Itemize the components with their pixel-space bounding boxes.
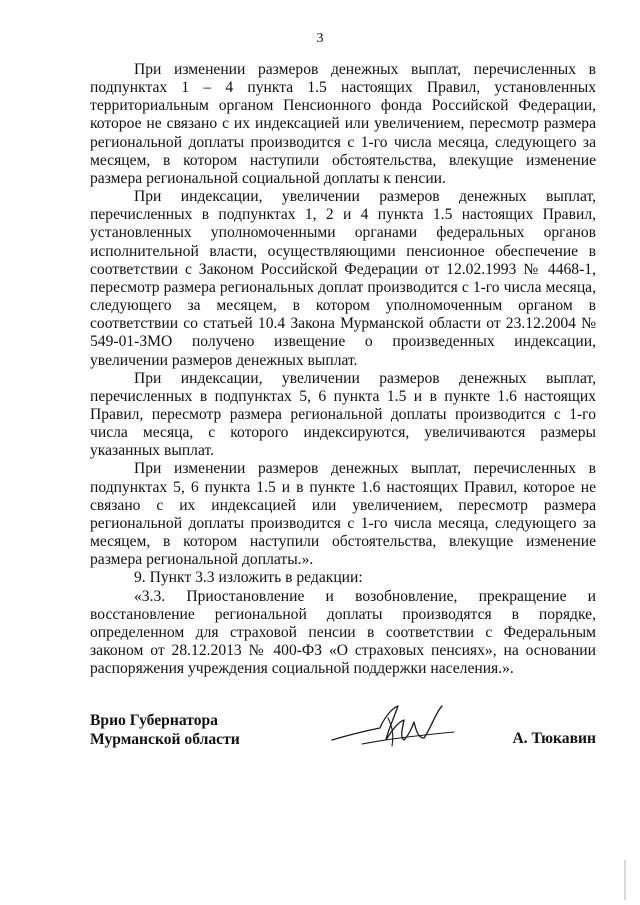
signatory-title [90,712,240,749]
page-number: 3 [316,31,324,46]
signature-block [90,712,596,772]
signatory-title-line-1: Врио Губернатора [90,712,218,729]
handwritten-signature [322,700,462,760]
scan-edge-mark [624,860,626,900]
paragraph-3: При индексации, увеличении размеров денежных выплат, перечисленных в подпунктах 5, 6 пункта 1.5 и в пункте 1.6 настоящих Правил, пересмотр размера региональной доплаты производится с 1-го числа месяца, с которого индексируются, увеличиваются размеры указанных выплат. [90,369,596,460]
paragraph-2: При индексации, увеличении размеров денежных выплат, перечисленных в подпунктах 1, 2 и 4 пункта 1.5 настоящих Правил, установленных уполномоченными органами федеральных органов исполнительной власти, осуществляющими пенсионное обеспечение в соответствии с Законом Российской Федерации от 12.02.1993 № 4468-1, пересмотр размера региональных доплат производится с 1-го числа месяца, следующего за месяцем, в котором уполномоченным органом в соответствии со статьей 10.4 Закона Мурманской области от 23.12.2004 № 549-01-ЗМО получено извещение о произведенных индексации, увеличении размеров денежных выплат. [90,188,596,369]
paragraph-4: При изменении размеров денежных выплат, перечисленных в подпунктах 5, 6 пункта 1.5 и в пункте 1.6 настоящих Правил, которое не связано с их индексацией или увеличением, пересмотр размера региональной доплаты производится с 1-го числа месяца, следующего за месяцем, в котором наступили обстоятельства, влекущие изменение размера региональной доплаты.». [90,460,596,569]
paragraph-6: «3.3. Приостановление и возобновление, прекращение и восстановление региональной доплаты производятся в порядке, определенном для страховой пенсии в соответствии с Федеральным законом от 28.12.2013 № 400-ФЗ «О страховых пенсиях», на основании распоряжения учреждения социальной поддержки населения.». [90,587,596,678]
paragraph-1: При изменении размеров денежных выплат, перечисленных в подпунктах 1 – 4 пункта 1.5 настоящих Правил, установленных территориальным органом Пенсионного фонда Российской Федерации, которое не связано с их индексацией или увеличением, пересмотр размера региональной доплаты производится с 1-го числа месяца, следующего за месяцем, в котором наступили обстоятельства, влекущие изменение размера региональной социальной доплаты к пенсии. [90,61,596,187]
paragraph-5: 9. Пункт 3.3 изложить в редакции: [134,569,363,587]
signatory-title-line-2: Мурманской области [90,730,240,748]
signatory-name: А. Тюкавин [512,730,596,747]
document-body [90,61,596,678]
